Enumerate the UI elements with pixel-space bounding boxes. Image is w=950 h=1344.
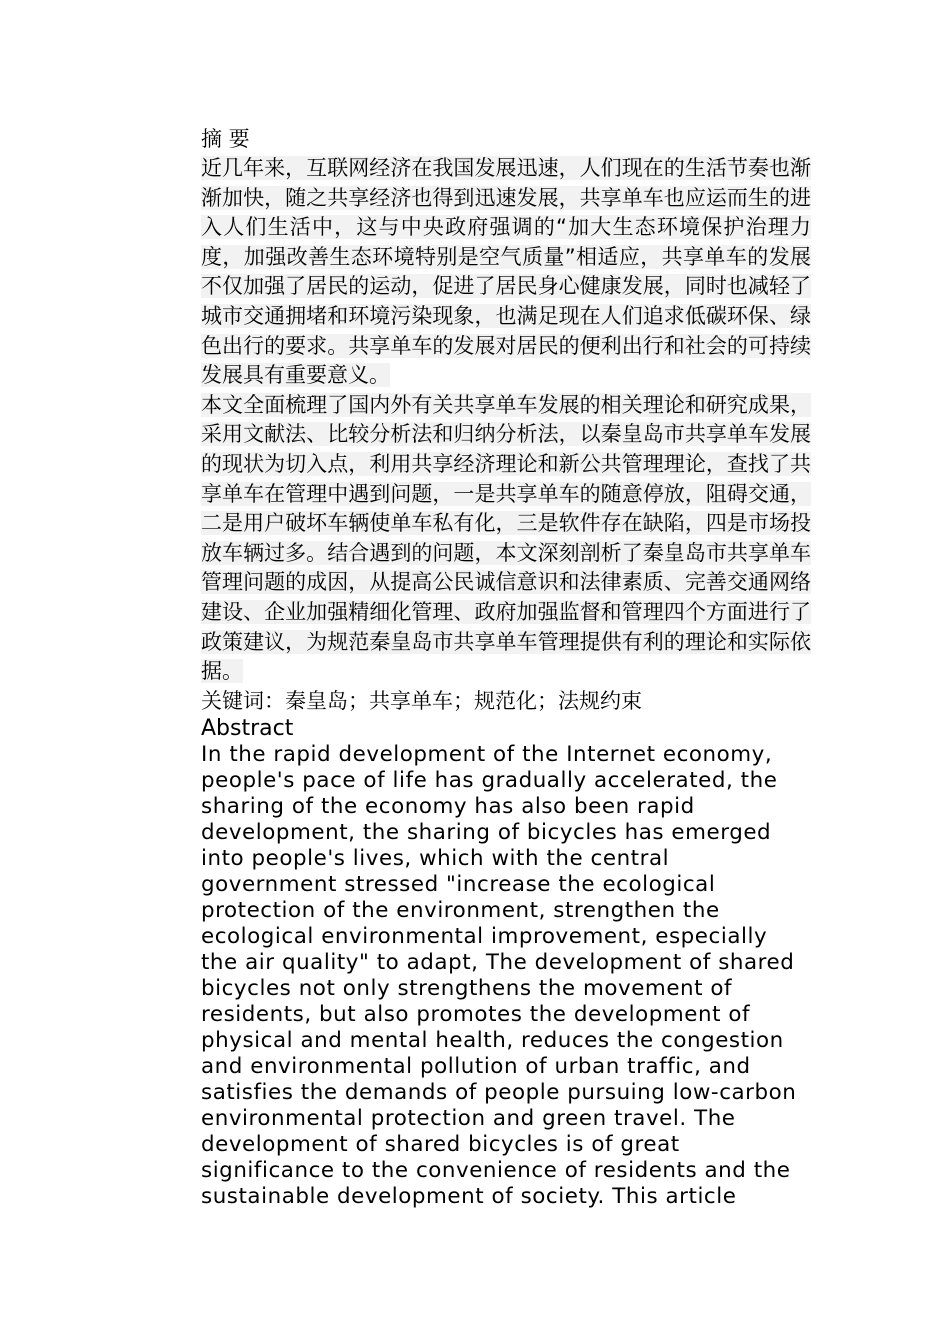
abstract-en-line: and environmental pollution of urban traffic, and: [201, 1053, 751, 1079]
abstract-en-line: development, the sharing of bicycles has emerged: [201, 819, 772, 845]
abstract-cn-paragraph-1: [201, 154, 811, 391]
abstract-en-line: satisfies the demands of people pursuing low-carbon: [201, 1079, 797, 1105]
abstract-en-line: development of shared bicycles is of great: [201, 1131, 680, 1157]
abstract-en-line: the air quality" to adapt, The development of shared: [201, 949, 795, 975]
abstract-cn-paragraph-2-text: 本文全面梳理了国内外有关共享单车发展的相关理论和研究成果，采用文献法、比较分析法和归纳分析法，以秦皇岛市共享单车发展的现状为切入点，利用共享经济理论和新公共管理理论，查找了共享单车在管理中遇到问题，一是共享单车的随意停放，阻碍交通，二是用户破坏车辆使单车私有化，三是软件存在缺陷，四是市场投放车辆过多。结合遇到的问题，本文深刻剖析了秦皇岛市共享单车管理问题的成因，从提高公民诚信意识和法律素质、完善交通网络建设、企业加强精细化管理、政府加强监督和管理四个方面进行了政策建议，为规范秦皇岛市共享单车管理提供有利的理论和实际依据。: [201, 392, 811, 684]
abstract-en-line: sustainable development of society. This article: [201, 1183, 737, 1209]
abstract-en-line: bicycles not only strengthens the movement of: [201, 975, 733, 1001]
abstract-en-line: In the rapid development of the Internet economy,: [201, 741, 773, 767]
abstract-cn-keywords: 关键词：秦皇岛；共享单车；规范化；法规约束: [201, 688, 642, 713]
abstract-cn-paragraph-1-text: 近几年来，互联网经济在我国发展迅速，人们现在的生活节奏也渐渐加快，随之共享经济也得到迅速发展，共享单车也应运而生的进入人们生活中，这与中央政府强调的“加大生态环境保护治理力度，加强改善生态环境特别是空气质量”相适应，共享单车的发展不仅加强了居民的运动，促进了居民身心健康发展，同时也减轻了城市交通拥堵和环境污染现象，也满足现在人们追求低碳环保、绿色出行的要求。共享单车的发展对居民的便利出行和社会的可持续发展具有重要意义。: [201, 156, 811, 388]
abstract-en-line: environmental protection and green travel. The: [201, 1105, 736, 1131]
abstract-cn-paragraph-2: [201, 391, 811, 687]
abstract-en-line: physical and mental health, reduces the congestion: [201, 1027, 784, 1053]
abstract-en-heading: Abstract: [201, 715, 294, 741]
abstract-en-line: residents, but also promotes the development of: [201, 1001, 751, 1027]
abstract-en-line: people's pace of life has gradually accelerated, the: [201, 767, 778, 793]
abstract-en-line: significance to the convenience of residents and the: [201, 1157, 791, 1183]
abstract-en-line: into people's lives, which with the central: [201, 845, 670, 871]
document-page: [201, 124, 811, 1210]
abstract-en-line: protection of the environment, strengthen the: [201, 897, 720, 923]
abstract-en-line: sharing of the economy has also been rapid: [201, 793, 695, 819]
abstract-en-paragraph: [201, 742, 801, 1210]
abstract-en-line: ecological environmental improvement, especially: [201, 923, 768, 949]
abstract-cn-heading: 摘 要: [201, 127, 250, 151]
abstract-en-line: government stressed "increase the ecological: [201, 871, 716, 897]
